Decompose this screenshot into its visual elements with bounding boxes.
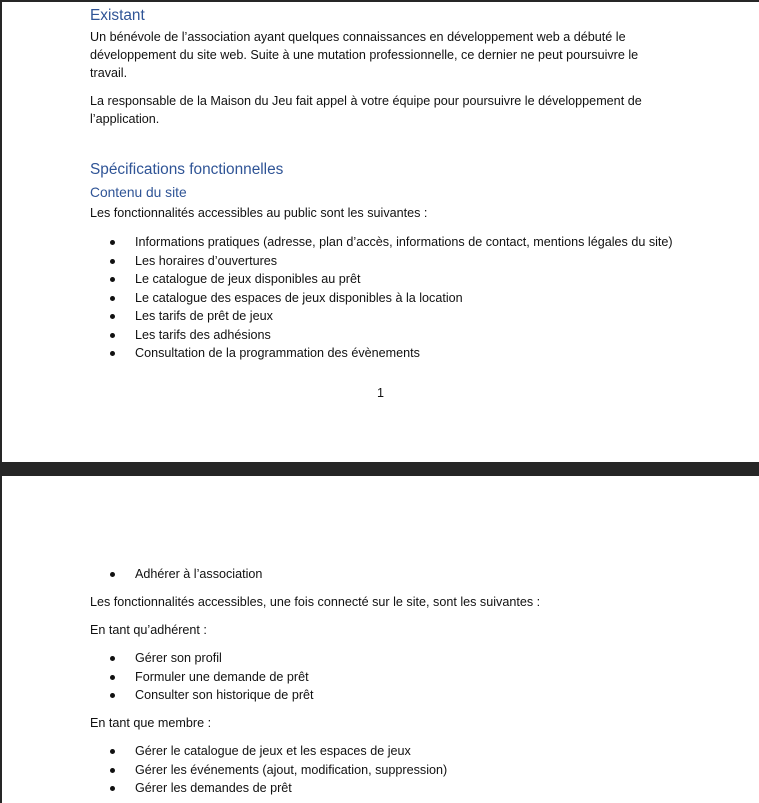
adherent-features-list <box>90 649 314 705</box>
document-page-1 <box>2 2 759 462</box>
list-item: Les tarifs de prêt de jeux <box>90 307 673 326</box>
list-item: Informations pratiques (adresse, plan d’accès, informations de contact, mentions légales du site) <box>90 233 673 252</box>
public-features-list <box>90 233 673 363</box>
heading-contenu-du-site: Contenu du site <box>90 185 187 200</box>
page-number: 1 <box>376 386 384 400</box>
list-item: Les tarifs des adhésions <box>90 326 673 345</box>
bullet-icon <box>110 333 115 338</box>
list-item: Gérer son profil <box>90 649 314 668</box>
public-features-list-continued <box>90 565 262 584</box>
bullet-icon <box>110 693 115 698</box>
bullet-icon <box>110 277 115 282</box>
paragraph-line: La responsable de la Maison du Jeu fait appel à votre équipe pour poursuivre le développement de <box>90 94 642 108</box>
list-item: Consulter son historique de prêt <box>90 686 314 705</box>
document-page-2 <box>2 476 759 803</box>
list-item: Gérer le catalogue de jeux et les espaces de jeux <box>90 742 447 761</box>
heading-existant: Existant <box>90 7 145 24</box>
bullet-icon <box>110 296 115 301</box>
paragraph-line: Un bénévole de l’association ayant quelques connaissances en développement web a débuté le <box>90 30 626 44</box>
list-item: Formuler une demande de prêt <box>90 668 314 687</box>
bullet-icon <box>110 749 115 754</box>
list-item: Le catalogue des espaces de jeux disponibles à la location <box>90 289 673 308</box>
paragraph-line: l’application. <box>90 112 160 126</box>
list-item: Gérer les événements (ajout, modification, suppression) <box>90 761 447 780</box>
list-item: Le catalogue de jeux disponibles au prêt <box>90 270 673 289</box>
bullet-icon <box>110 768 115 773</box>
bullet-icon <box>110 240 115 245</box>
bullet-icon <box>110 259 115 264</box>
bullet-icon <box>110 572 115 577</box>
bullet-icon <box>110 351 115 356</box>
bullet-icon <box>110 786 115 791</box>
membre-label: En tant que membre : <box>90 716 212 730</box>
connected-intro: Les fonctionnalités accessibles, une fois connecté sur le site, sont les suivantes : <box>90 595 541 609</box>
list-item: Les horaires d’ouvertures <box>90 252 673 271</box>
list-item: Gérer les demandes de prêt <box>90 779 447 798</box>
membre-features-list <box>90 742 447 798</box>
heading-specifications: Spécifications fonctionnelles <box>90 161 284 178</box>
bullet-icon <box>110 675 115 680</box>
bullet-icon <box>110 656 115 661</box>
adherent-label: En tant qu’adhérent : <box>90 623 207 637</box>
bullet-icon <box>110 314 115 319</box>
paragraph-line: développement du site web. Suite à une mutation professionnelle, ce dernier ne peut poursuivre le <box>90 48 639 62</box>
list-item: Adhérer à l’association <box>90 565 262 584</box>
list-item: Consultation de la programmation des évènements <box>90 344 673 363</box>
paragraph-line: travail. <box>90 66 128 80</box>
public-intro: Les fonctionnalités accessibles au public sont les suivantes : <box>90 206 428 220</box>
